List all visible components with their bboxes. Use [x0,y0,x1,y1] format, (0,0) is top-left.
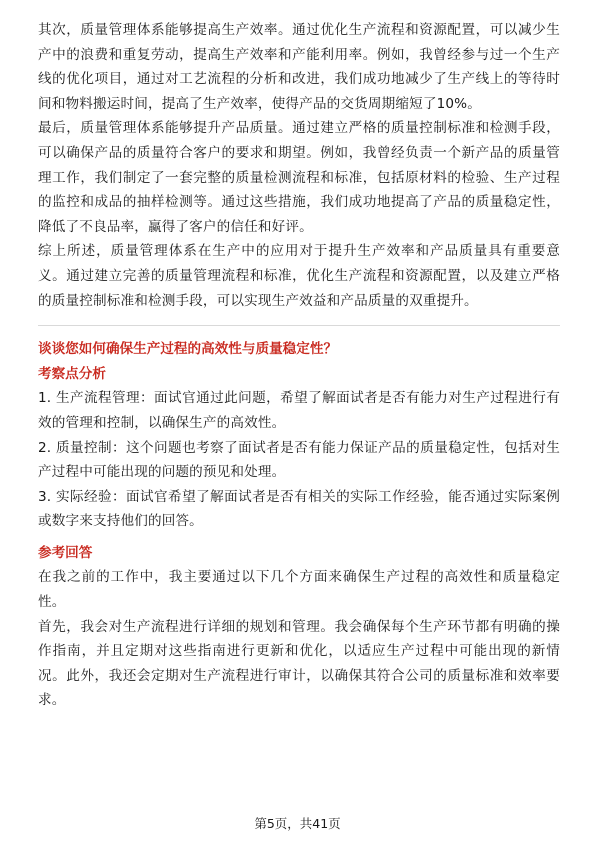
analysis-heading: 考察点分析 [38,365,106,382]
document-page [38,18,560,713]
body-paragraph: 其次，质量管理体系能够提高生产效率。通过优化生产流程和资源配置，可以减少生产中的浪费和重复劳动，提高生产效率和产能利用率。例如，我曾经参与过一个生产线的优化项目，通过对工艺流程的分析和改进，我们成功地减少了生产线上的等待时间和物料搬运时间，提高了生产效率，使得产品的交货周期缩短了10%。 [38,22,560,112]
analysis-item: 2. 质量控制：这个问题也考察了面试者是否有能力保证产品的质量稳定性，包括对生产过程中可能出现的问题的预见和处理。 [38,439,560,481]
analysis-item: 1. 生产流程管理：面试官通过此问题，希望了解面试者是否有能力对生产过程进行有效的管理和控制，以确保生产的高效性。 [38,390,560,431]
page-number: 第5页，共41页 [254,816,341,831]
question-title: 谈谈您如何确保生产过程的高效性与质量稳定性？ [38,341,338,358]
spacer [38,534,560,541]
body-paragraph: 综上所述，质量管理体系在生产中的应用对于提升生产效率和产品质量具有重要意义。通过建立完善的质量管理流程和标准，优化生产流程和资源配置，以及建立严格的质量控制标准和检测手段，可以实现生产效益和产品质量的双重提升。 [38,243,560,309]
answer-paragraph: 在我之前的工作中，我主要通过以下几个方面来确保生产过程的高效性和质量稳定性。 [38,569,560,611]
section-divider [38,325,560,326]
answer-heading: 参考回答 [38,544,93,561]
body-paragraph: 最后，质量管理体系能够提升产品质量。通过建立严格的质量控制标准和检测手段，可以确保产品的质量符合客户的要求和期望。例如，我曾经负责一个新产品的质量管理工作，我们制定了一套完整的质量检测流程和标准，包括原材料的检验、生产过程的监控和成品的抽样检测等。通过这些措施，我们成功地提高了产品的质量稳定性，降低了不良品率，赢得了客户的信任和好评。 [38,120,560,235]
analysis-item: 3. 实际经验：面试官希望了解面试者是否有相关的实际工作经验，能否通过实际案例或数字来支持他们的回答。 [38,488,560,530]
answer-paragraph: 首先，我会对生产流程进行详细的规划和管理。我会确保每个生产环节都有明确的操作指南，并且定期对这些指南进行更新和优化，以适应生产过程中可能出现的新情况。此外，我还会定期对生产流程进行审计，以确保其符合公司的质量标准和效率要求。 [38,618,560,709]
